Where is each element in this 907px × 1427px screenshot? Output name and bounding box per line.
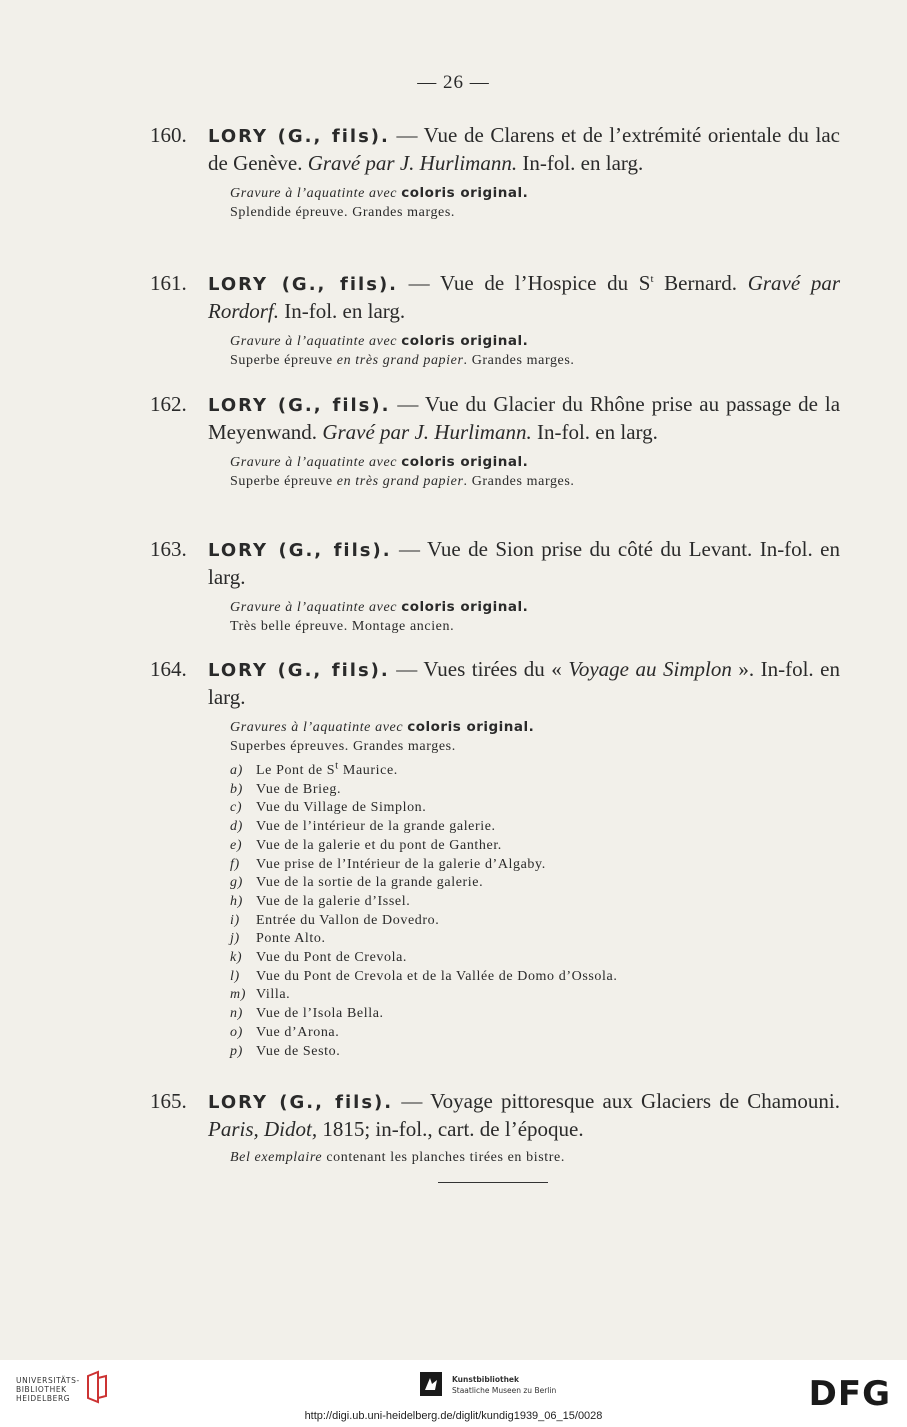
- entry-engraver: Gravé par Rordorf.: [208, 271, 841, 323]
- plate-title: Entrée du Vallon de Dovedro.: [256, 912, 440, 928]
- entry-format: In-fol. en larg.: [517, 151, 644, 175]
- entry-technique: [230, 332, 840, 351]
- note-italic: Bel exemplaire: [230, 1150, 323, 1165]
- plate-title: Vue de la galerie d’Issel.: [256, 893, 411, 909]
- plate-title: Vue du Pont de Crevola et de la Vallée de Domo d’Ossola.: [256, 968, 618, 984]
- entry-heading: [150, 391, 840, 445]
- plate-letter: n): [230, 1006, 243, 1022]
- list-item: [230, 874, 840, 893]
- entry-condition: Superbes épreuves. Grandes marges.: [230, 739, 456, 754]
- entry-author: LORY (G., fils).: [208, 126, 390, 147]
- plate-letter: h): [230, 893, 243, 909]
- plate-letter: m): [230, 987, 246, 1003]
- dfg-logo: DFG: [808, 1374, 891, 1414]
- plate-letter: j): [230, 931, 240, 947]
- catalog-entry-161: [150, 270, 840, 370]
- digitization-footer: [0, 1360, 907, 1427]
- entry-author: LORY (G., fils).: [208, 274, 399, 295]
- plate-title-cont: Maurice.: [338, 763, 398, 778]
- technique-text: Gravure à l’aquatinte avec: [230, 600, 398, 615]
- entry-technique: [230, 598, 840, 617]
- entry-heading: [150, 270, 840, 324]
- plate-title-sup: t: [335, 759, 339, 772]
- plate-letter: p): [230, 1043, 243, 1059]
- plate-letter: b): [230, 781, 243, 797]
- plate-letter: d): [230, 819, 243, 835]
- entry-title: — Voyage pittoresque aux Glaciers de Chamouni.: [393, 1089, 840, 1113]
- list-item: [230, 986, 840, 1005]
- condition-paper: en très grand papier: [336, 353, 464, 368]
- entry-condition: [230, 351, 840, 370]
- technique-coloris: coloris original.: [401, 454, 529, 470]
- entry-number: 164.: [150, 657, 187, 681]
- entry-heading: [150, 536, 840, 590]
- technique-coloris: coloris original.: [401, 333, 529, 349]
- entry-number: 163.: [150, 537, 187, 561]
- plate-letter: k): [230, 950, 243, 966]
- list-item: [230, 759, 840, 781]
- entry-number: 165.: [150, 1089, 187, 1113]
- permalink-url[interactable]: http://digi.ub.uni-heidelberg.de/diglit/kundig1939_06_15/0028: [304, 1410, 603, 1422]
- entry-title-cont: Bernard.: [653, 271, 748, 295]
- list-item: [230, 799, 840, 818]
- entry-engraver: Gravé par J. Hurlimann.: [307, 151, 518, 175]
- condition-margins: . Grandes marges.: [463, 353, 575, 368]
- entry-author: LORY (G., fils).: [208, 395, 391, 416]
- page-number: — 26 —: [417, 72, 490, 93]
- university-mark-icon: [84, 1370, 110, 1404]
- entry-author: LORY (G., fils).: [208, 540, 392, 561]
- list-item: [230, 949, 840, 968]
- list-item: [230, 1005, 840, 1024]
- entry-author: LORY (G., fils).: [208, 660, 390, 681]
- catalog-entry-162: [150, 391, 840, 491]
- kb-name: Kunstbibliothek: [452, 1375, 520, 1384]
- list-item: [230, 856, 840, 875]
- entry-format: In-fol. en larg.: [278, 299, 406, 323]
- entry-technique: [230, 184, 840, 203]
- entry-number: 160.: [150, 123, 187, 147]
- catalog-entry-160: [150, 122, 840, 222]
- list-item: [230, 781, 840, 800]
- plate-title: Vue du Pont de Crevola.: [256, 950, 407, 966]
- catalog-entry-165: [150, 1088, 840, 1167]
- plate-title: Le Pont de S: [256, 763, 336, 778]
- list-item: [230, 912, 840, 931]
- kb-institution: Staatliche Museen zu Berlin: [452, 1386, 557, 1395]
- plate-title: Ponte Alto.: [256, 931, 326, 947]
- entry-number: 161.: [150, 271, 187, 295]
- entry-number: 162.: [150, 392, 187, 416]
- note-text: contenant les planches tirées en bistre.: [322, 1150, 565, 1165]
- end-rule: [438, 1182, 548, 1183]
- list-item: [230, 818, 840, 837]
- kunstbibliothek-logo-icon: [418, 1370, 444, 1398]
- catalog-entry-163: [150, 536, 840, 636]
- condition-text: Superbe épreuve: [230, 353, 337, 368]
- plate-title: Vue d’Arona.: [256, 1024, 340, 1040]
- plate-title: Vue de l’intérieur de la grande galerie.: [256, 819, 496, 835]
- technique-text: Gravure à l’aquatinte avec: [230, 334, 398, 349]
- plate-letter: f): [230, 856, 240, 872]
- plate-letter: a): [230, 763, 243, 778]
- entry-format: In-fol. en larg.: [531, 420, 658, 444]
- catalog-entry-164: [150, 656, 840, 1061]
- technique-text: Gravure à l’aquatinte avec: [230, 186, 398, 201]
- plate-letter: i): [230, 912, 240, 928]
- entry-title-sup: t: [650, 273, 654, 285]
- university-line: HEIDELBERG: [16, 1394, 71, 1403]
- technique-text: Gravure à l’aquatinte avec: [230, 455, 398, 470]
- entry-title: — Vue du Glacier du Rhône prise au passage de la Meyenwand.: [208, 392, 841, 444]
- plate-title: Vue prise de l’Intérieur de la galerie d’Algaby.: [256, 856, 546, 872]
- entry-condition: Splendide épreuve. Grandes marges.: [230, 205, 456, 220]
- technique-text: Gravures à l’aquatinte avec: [230, 720, 404, 735]
- entry-engraver: Gravé par J. Hurlimann.: [322, 420, 532, 444]
- entry-series-title: Voyage au Simplon: [568, 657, 732, 681]
- technique-coloris: coloris original.: [401, 185, 529, 201]
- university-line: UNIVERSITÄTS-: [16, 1376, 80, 1385]
- technique-coloris: coloris original.: [401, 599, 529, 615]
- plate-letter: l): [230, 968, 240, 984]
- entry-heading: [150, 1088, 840, 1142]
- list-item: [230, 837, 840, 856]
- list-item: [230, 893, 840, 912]
- entry-condition: [230, 472, 840, 491]
- kunstbibliothek-label: [452, 1374, 556, 1396]
- entry-heading: [150, 656, 840, 710]
- plate-title: Vue de l’Isola Bella.: [256, 1006, 384, 1022]
- plate-letter: o): [230, 1024, 243, 1040]
- list-item: [230, 1024, 840, 1043]
- plate-letter: g): [230, 875, 243, 891]
- condition-margins: . Grandes marges.: [463, 474, 575, 489]
- plate-title: Vue de Brieg.: [256, 781, 342, 797]
- entry-note: [230, 1148, 840, 1167]
- entry-technique: [230, 718, 840, 737]
- plate-title: Vue de Sesto.: [256, 1043, 341, 1059]
- plate-letter: e): [230, 837, 243, 853]
- condition-paper: en très grand papier: [336, 474, 464, 489]
- entry-title: — Vue de l’Hospice du S: [398, 271, 651, 295]
- plate-title: Vue de la sortie de la grande galerie.: [256, 875, 484, 891]
- plate-list: [230, 759, 840, 1061]
- entry-condition: Très belle épreuve. Montage ancien.: [230, 619, 455, 634]
- entry-title: — Vue de Clarens et de l’extrémité orientale du lac de Genève.: [208, 123, 840, 175]
- entry-author: LORY (G., fils).: [208, 1092, 394, 1113]
- list-item: [230, 968, 840, 987]
- entry-publisher: Paris, Didot,: [208, 1117, 318, 1141]
- entry-title: — Vue de Sion prise du côté du Levant. In-fol. en larg.: [208, 537, 840, 589]
- plate-title: Vue du Village de Simplon.: [256, 800, 427, 816]
- list-item: [230, 1043, 840, 1062]
- plate-letter: c): [230, 800, 243, 816]
- entry-format: ». In-fol. en larg.: [208, 657, 841, 709]
- condition-text: Superbe épreuve: [230, 474, 337, 489]
- technique-coloris: coloris original.: [407, 719, 535, 735]
- plate-title: Villa.: [256, 987, 291, 1003]
- university-line: BIBLIOTHEK: [16, 1385, 67, 1394]
- university-library-logo: [16, 1376, 80, 1403]
- list-item: [230, 930, 840, 949]
- entry-technique: [230, 453, 840, 472]
- entry-heading: [150, 122, 840, 176]
- entry-title: — Vues tirées du «: [389, 657, 569, 681]
- plate-title: Vue de la galerie et du pont de Ganther.: [256, 837, 502, 853]
- entry-format: 1815; in-fol., cart. de l’époque.: [317, 1117, 584, 1141]
